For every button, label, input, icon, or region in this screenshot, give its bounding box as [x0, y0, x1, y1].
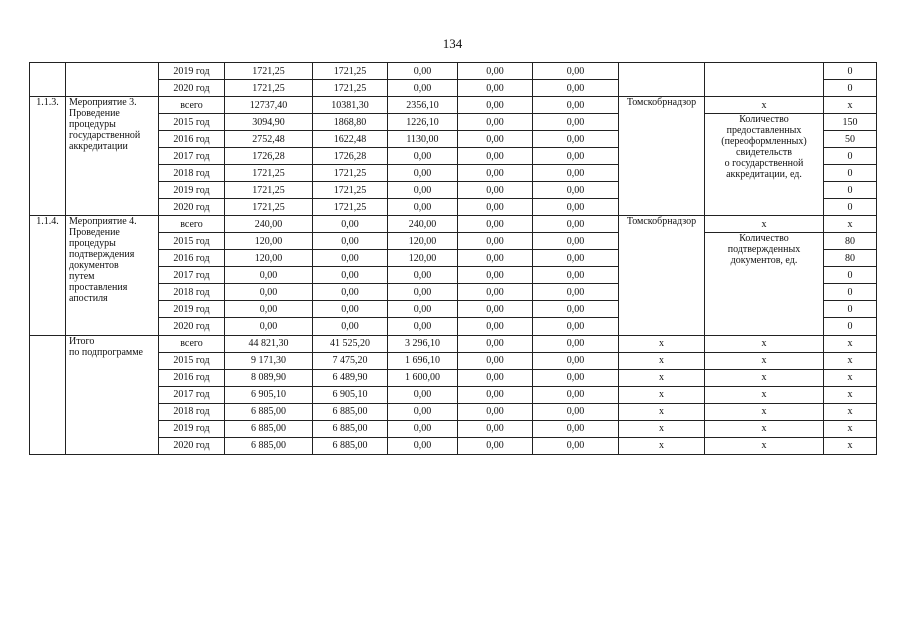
text-line: проставления	[69, 282, 128, 294]
value-cell: 0,00	[458, 216, 533, 233]
year-cell: 2016 год	[159, 131, 225, 148]
text-line: свидетельств	[736, 147, 792, 159]
id-cell	[30, 63, 66, 97]
value-cell: 0,00	[458, 250, 533, 267]
value-cell: 0,00	[388, 267, 458, 284]
indicator-value-cell: 0	[824, 284, 877, 301]
executor-cell: х	[619, 369, 705, 386]
indicator-value-cell: 150	[824, 114, 877, 131]
text-line: Количество	[739, 233, 789, 245]
value-cell: 0,00	[388, 80, 458, 97]
value-cell: 120,00	[225, 233, 313, 250]
value-cell: 0,00	[533, 114, 619, 131]
value-cell: 0,00	[458, 97, 533, 114]
indicator-cell: х	[705, 216, 824, 233]
value-cell: 0,00	[533, 386, 619, 403]
value-cell: 240,00	[225, 216, 313, 233]
text-line: подтверждения	[69, 249, 135, 261]
value-cell: 0,00	[313, 233, 388, 250]
value-cell: 0,00	[388, 182, 458, 199]
indicator-cell: х	[705, 369, 824, 386]
value-cell: 0,00	[388, 165, 458, 182]
value-cell: 3 296,10	[388, 335, 458, 352]
text-line: Проведение	[69, 227, 120, 239]
value-cell: 0,00	[458, 369, 533, 386]
value-cell: 0,00	[533, 63, 619, 80]
value-cell: 6 489,90	[313, 369, 388, 386]
value-cell: 0,00	[458, 352, 533, 369]
year-cell: 2016 год	[159, 250, 225, 267]
value-cell: 0,00	[533, 318, 619, 335]
executor-cell: Томскобрнадзор	[619, 97, 705, 216]
value-cell: 1721,25	[313, 165, 388, 182]
value-cell: 0,00	[533, 233, 619, 250]
indicator-value-cell: 0	[824, 301, 877, 318]
year-cell: 2019 год	[159, 301, 225, 318]
value-cell: 6 905,10	[313, 386, 388, 403]
indicator-cell: х	[705, 437, 824, 454]
value-cell: 12737,40	[225, 97, 313, 114]
value-cell: 0,00	[388, 318, 458, 335]
text-line: аккредитации, ед.	[726, 169, 802, 181]
value-cell: 0,00	[533, 369, 619, 386]
value-cell: 6 885,00	[313, 437, 388, 454]
value-cell: 0,00	[533, 403, 619, 420]
year-cell: 2018 год	[159, 284, 225, 301]
value-cell: 0,00	[533, 437, 619, 454]
indicator-name	[705, 233, 824, 335]
value-cell: 3094,90	[225, 114, 313, 131]
executor-cell: Томскобрнадзор	[619, 216, 705, 335]
value-cell: 0,00	[388, 386, 458, 403]
year-cell: 2020 год	[159, 199, 225, 216]
value-cell: 0,00	[458, 165, 533, 182]
indicator-cell: х	[705, 386, 824, 403]
year-cell: всего	[159, 97, 225, 114]
value-cell: 0,00	[458, 131, 533, 148]
indicator-value-cell: 0	[824, 148, 877, 165]
executor-cell: х	[619, 403, 705, 420]
value-cell: 0,00	[388, 301, 458, 318]
value-cell: 0,00	[458, 301, 533, 318]
value-cell: 0,00	[533, 250, 619, 267]
indicator-value-cell: х	[824, 437, 877, 454]
value-cell: 120,00	[388, 233, 458, 250]
value-cell: 0,00	[225, 284, 313, 301]
value-cell: 0,00	[533, 420, 619, 437]
total-name	[66, 335, 159, 455]
text-line: по подпрограмме	[69, 346, 143, 358]
text-line: апостиля	[69, 293, 108, 305]
value-cell: 0,00	[533, 97, 619, 114]
text-line: Итого	[69, 335, 95, 347]
value-cell: 0,00	[458, 420, 533, 437]
activity-id: 1.1.4.	[30, 216, 66, 335]
indicator-value-cell: 50	[824, 131, 877, 148]
executor-cell	[619, 63, 705, 97]
value-cell: 0,00	[225, 301, 313, 318]
value-cell: 0,00	[458, 199, 533, 216]
value-cell: 0,00	[388, 437, 458, 454]
value-cell: 1721,25	[313, 199, 388, 216]
value-cell: 0,00	[388, 403, 458, 420]
value-cell: 41 525,20	[313, 335, 388, 352]
value-cell: 1130,00	[388, 131, 458, 148]
value-cell: 0,00	[458, 80, 533, 97]
year-cell: 2020 год	[159, 80, 225, 97]
value-cell: 1726,28	[225, 148, 313, 165]
value-cell: 0,00	[458, 148, 533, 165]
value-cell: 7 475,20	[313, 352, 388, 369]
year-cell: всего	[159, 335, 225, 352]
page-number: 134	[442, 36, 463, 51]
value-cell: 0,00	[388, 199, 458, 216]
value-cell: 0,00	[533, 80, 619, 97]
year-cell: 2016 год	[159, 369, 225, 386]
indicator-value-cell: х	[824, 403, 877, 420]
indicator-value-cell: х	[824, 369, 877, 386]
indicator-cell: х	[705, 352, 824, 369]
executor-cell: х	[619, 335, 705, 352]
value-cell: 1721,25	[313, 182, 388, 199]
executor-cell: х	[619, 437, 705, 454]
year-cell: 2015 год	[159, 233, 225, 250]
indicator-cell: х	[705, 335, 824, 352]
value-cell: 0,00	[533, 199, 619, 216]
year-cell: 2020 год	[159, 437, 225, 454]
value-cell: 0,00	[458, 233, 533, 250]
table-row	[30, 97, 877, 114]
value-cell: 1226,10	[388, 114, 458, 131]
indicator-value-cell: 0	[824, 165, 877, 182]
value-cell: 0,00	[458, 335, 533, 352]
year-cell: 2019 год	[159, 182, 225, 199]
text-line: подтвержденных	[727, 244, 801, 256]
value-cell: 10381,30	[313, 97, 388, 114]
activity-name	[66, 216, 159, 335]
table-row	[30, 63, 877, 80]
year-cell: 2020 год	[159, 318, 225, 335]
text-line: документов, ед.	[730, 255, 798, 267]
value-cell: 0,00	[458, 437, 533, 454]
name-cell	[66, 63, 159, 97]
table-row	[30, 335, 877, 352]
value-cell: 0,00	[388, 284, 458, 301]
year-cell: 2018 год	[159, 403, 225, 420]
value-cell: 0,00	[458, 284, 533, 301]
value-cell: 0,00	[225, 267, 313, 284]
value-cell: 0,00	[313, 216, 388, 233]
value-cell: 2356,10	[388, 97, 458, 114]
value-cell: 6 885,00	[225, 403, 313, 420]
year-cell: 2017 год	[159, 267, 225, 284]
indicator-value-cell: 0	[824, 63, 877, 80]
value-cell: 0,00	[313, 301, 388, 318]
indicator-value-cell: 0	[824, 199, 877, 216]
activity-name	[66, 97, 159, 216]
indicator-cell: х	[705, 420, 824, 437]
value-cell: 0,00	[313, 250, 388, 267]
indicator-value-cell: х	[824, 420, 877, 437]
executor-cell: х	[619, 352, 705, 369]
year-cell: 2015 год	[159, 352, 225, 369]
value-cell: 6 885,00	[313, 420, 388, 437]
value-cell: 1721,25	[225, 63, 313, 80]
value-cell: 0,00	[458, 182, 533, 199]
year-cell: 2019 год	[159, 420, 225, 437]
value-cell: 2752,48	[225, 131, 313, 148]
text-line: документов	[69, 260, 119, 272]
value-cell: 0,00	[533, 267, 619, 284]
value-cell: 1721,25	[225, 80, 313, 97]
value-cell: 0,00	[533, 148, 619, 165]
activity-id: 1.1.3.	[30, 97, 66, 216]
program-table	[29, 62, 877, 455]
value-cell: 1721,25	[225, 165, 313, 182]
text-line: Проведение	[69, 108, 120, 120]
indicator-value-cell: 0	[824, 318, 877, 335]
text-line: процедуры	[69, 238, 116, 250]
value-cell: 1721,25	[225, 182, 313, 199]
value-cell: 0,00	[533, 335, 619, 352]
text-line: Мероприятие 3.	[69, 97, 137, 109]
indicator-name	[705, 114, 824, 216]
value-cell: 1721,25	[313, 80, 388, 97]
indicator-value-cell: х	[824, 335, 877, 352]
value-cell: 0,00	[313, 318, 388, 335]
text-line: о государственной	[724, 158, 804, 170]
value-cell: 0,00	[458, 267, 533, 284]
year-cell: 2019 год	[159, 63, 225, 80]
indicator-cell: х	[705, 97, 824, 114]
year-cell: 2018 год	[159, 165, 225, 182]
value-cell: 8 089,90	[225, 369, 313, 386]
value-cell: 44 821,30	[225, 335, 313, 352]
indicator-value-cell: х	[824, 216, 877, 233]
text-line: предоставленных	[726, 125, 802, 137]
value-cell: 0,00	[533, 216, 619, 233]
value-cell: 6 905,10	[225, 386, 313, 403]
value-cell: 0,00	[313, 284, 388, 301]
value-cell: 0,00	[458, 386, 533, 403]
value-cell: 0,00	[533, 352, 619, 369]
indicator-value-cell: х	[824, 97, 877, 114]
value-cell: 0,00	[388, 63, 458, 80]
text-line: аккредитации	[69, 141, 128, 153]
value-cell: 0,00	[388, 420, 458, 437]
value-cell: 6 885,00	[225, 420, 313, 437]
indicator-cell	[705, 63, 824, 97]
value-cell: 0,00	[533, 131, 619, 148]
value-cell: 120,00	[388, 250, 458, 267]
text-line: Мероприятие 4.	[69, 216, 137, 228]
value-cell: 0,00	[225, 318, 313, 335]
indicator-value-cell: 0	[824, 267, 877, 284]
year-cell: 2017 год	[159, 148, 225, 165]
year-cell: всего	[159, 216, 225, 233]
value-cell: 6 885,00	[313, 403, 388, 420]
value-cell: 120,00	[225, 250, 313, 267]
indicator-value-cell: 80	[824, 233, 877, 250]
executor-cell: х	[619, 420, 705, 437]
value-cell: 9 171,30	[225, 352, 313, 369]
value-cell: 0,00	[458, 318, 533, 335]
value-cell: 0,00	[458, 63, 533, 80]
value-cell: 0,00	[458, 114, 533, 131]
text-line: путем	[69, 271, 95, 283]
value-cell: 240,00	[388, 216, 458, 233]
indicator-value-cell: 0	[824, 80, 877, 97]
value-cell: 0,00	[458, 403, 533, 420]
value-cell: 0,00	[533, 165, 619, 182]
executor-cell: х	[619, 386, 705, 403]
text-line: (переоформленных)	[721, 136, 807, 148]
value-cell: 1868,80	[313, 114, 388, 131]
value-cell: 0,00	[533, 301, 619, 318]
value-cell: 0,00	[388, 148, 458, 165]
table-row	[30, 216, 877, 233]
value-cell: 6 885,00	[225, 437, 313, 454]
indicator-value-cell: 80	[824, 250, 877, 267]
text-line: государственной	[69, 130, 141, 142]
year-cell: 2017 год	[159, 386, 225, 403]
id-cell	[30, 335, 66, 455]
value-cell: 0,00	[313, 267, 388, 284]
text-line: Количество	[739, 114, 789, 126]
value-cell: 1721,25	[225, 199, 313, 216]
value-cell: 1622,48	[313, 131, 388, 148]
indicator-value-cell: х	[824, 352, 877, 369]
value-cell: 1 696,10	[388, 352, 458, 369]
value-cell: 0,00	[533, 284, 619, 301]
value-cell: 1726,28	[313, 148, 388, 165]
value-cell: 1 600,00	[388, 369, 458, 386]
indicator-value-cell: 0	[824, 182, 877, 199]
value-cell: 1721,25	[313, 63, 388, 80]
indicator-cell: х	[705, 403, 824, 420]
text-line: процедуры	[69, 119, 116, 131]
indicator-value-cell: х	[824, 386, 877, 403]
year-cell: 2015 год	[159, 114, 225, 131]
value-cell: 0,00	[533, 182, 619, 199]
